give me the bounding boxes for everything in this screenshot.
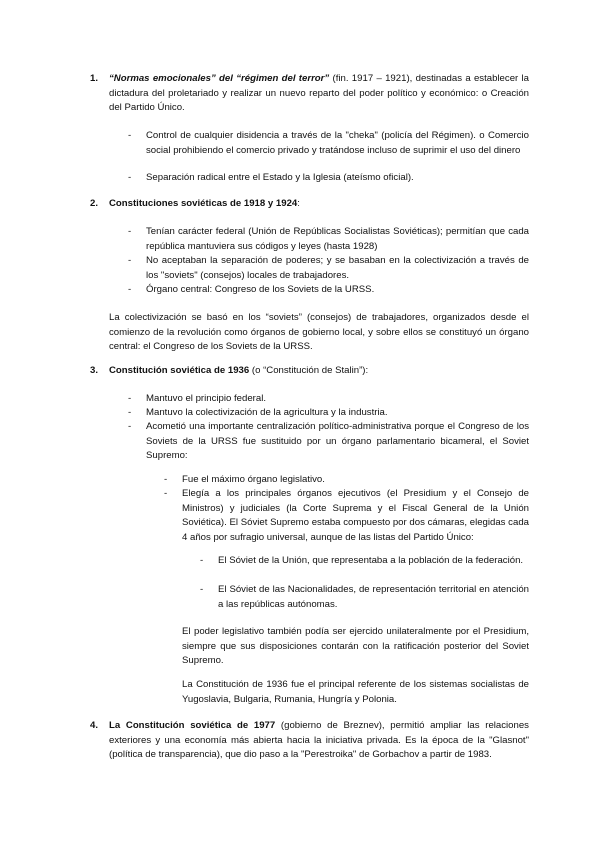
- section-number: 3.: [90, 365, 99, 376]
- sub-list-item: Elegía a los principales órganos ejecutivos (el Presidium y el Consejo de Ministros) y judiciales (la Corte Suprema y el Fiscal General de la Unión Soviética). El Sóviet Supremo estaba compuesto por dos cámaras, elegidas cada 4 años por sufragio universal, aunque de las listas del Partido Único:: [182, 488, 529, 543]
- bullet-dash: -: [164, 474, 168, 485]
- bullet-dash: -: [128, 421, 132, 432]
- section-heading: [109, 72, 529, 116]
- section-paragraph: La Constitución de 1936 fue el principal referente de los sistemas socialistas de Yugoslavia, Bulgaria, Rumania, Hungría y Polonia.: [182, 679, 529, 705]
- section-intro: (gobierno de Breznev), permitió ampliar las relaciones exteriores y una economía más abierta hacia la iniciativa privada. Es la época de la "Glasnot" (política de transparencia), que dio paso a la "Perestroika" de Gorbachov a partir de 1983.: [109, 720, 529, 760]
- list-item: Mantuvo la colectivización de la agricultura y la industria.: [146, 407, 388, 418]
- bullet-dash: -: [200, 584, 204, 595]
- section-number: 1.: [90, 73, 99, 84]
- sub-sub-list-item: El Sóviet de la Unión, que representaba a la población de la federación.: [218, 555, 524, 566]
- section-title: Constituciones soviéticas de 1918 y 1924: [109, 198, 298, 209]
- section-number: 2.: [90, 198, 99, 209]
- section-heading: [109, 364, 529, 379]
- section-title: La Constitución soviética de 1977: [109, 720, 276, 731]
- list-item: Separación radical entre el Estado y la Iglesia (ateísmo oficial).: [146, 172, 414, 183]
- list-item: Tenían carácter federal (Unión de Repúblicas Socialistas Soviéticas); permitían que cada república mantuviera sus códigos y leyes (hasta 1928): [146, 226, 529, 252]
- section-title: “Normas emocionales” del “régimen del terror”: [109, 73, 330, 84]
- bullet-dash: -: [128, 284, 132, 295]
- section-number: 4.: [90, 720, 99, 731]
- section-heading: [109, 197, 529, 212]
- bullet-dash: -: [128, 172, 132, 183]
- bullet-dash: -: [128, 393, 132, 404]
- sub-list-item: Fue el máximo órgano legislativo.: [182, 474, 325, 485]
- list-item: Acometió una importante centralización político-administrativa porque el Congreso de los Soviets de la URSS fue sustituido por un órgano parlamentario bicameral, el Soviet Supremo:: [146, 421, 529, 461]
- section-title: Constitución soviética de 1936: [109, 365, 250, 376]
- sub-sub-list-item: El Sóviet de las Nacionalidades, de representación territorial en atención a las repúblicas autónomas.: [218, 584, 529, 610]
- section-intro: (fin. 1917 – 1921), destinadas a establecer la dictadura del proletariado y realizar un nuevo reparto del poder político y económico: o Creación del Partido Único.: [109, 73, 529, 113]
- section-intro: :: [297, 198, 300, 209]
- bullet-dash: -: [128, 407, 132, 418]
- bullet-dash: -: [128, 226, 132, 237]
- list-item: No aceptaban la separación de poderes; y se basaban en la colectivización a través de los "soviets" (consejos) locales de trabajadores.: [146, 255, 529, 281]
- list-item: Control de cualquier disidencia a través de la "cheka" (policía del Régimen). o Comercio social prohibiendo el comercio privado y tratándose incluso de suprimir el uso del dinero: [146, 130, 529, 156]
- bullet-dash: -: [164, 488, 168, 499]
- bullet-dash: -: [128, 130, 132, 141]
- bullet-dash: -: [128, 255, 132, 266]
- section-paragraph: La colectivización se basó en los “soviets” (consejos) de trabajadores, organizados desde el comienzo de la revolución como órganos de gobierno local, y sobre ellos se constituyó un órgano central: el Congreso de los Soviets de la URSS.: [109, 312, 529, 352]
- list-item: Mantuvo el principio federal.: [146, 393, 266, 404]
- section-intro: (o “Constitución de Stalin”):: [249, 365, 369, 376]
- section-paragraph: El poder legislativo también podía ser ejercido unilateralmente por el Presidium, siempre que sus disposiciones contarán con la ratificación posterior del Soviet Supremo.: [182, 626, 529, 666]
- bullet-dash: -: [200, 555, 204, 566]
- list-item: Órgano central: Congreso de los Soviets de la URSS.: [146, 284, 375, 295]
- section-heading: [109, 719, 529, 763]
